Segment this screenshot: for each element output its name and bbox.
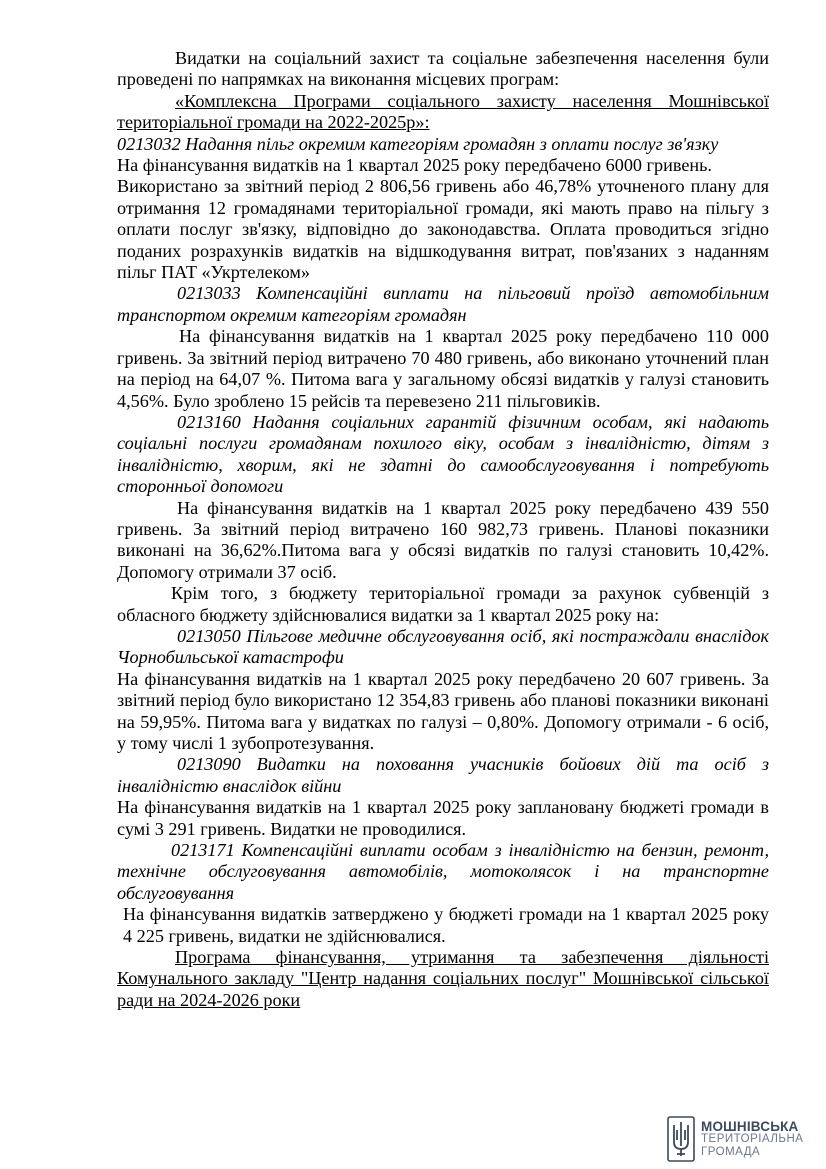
code-0213032-text-1: На фінансування видатків на 1 квартал 2025 року передбачено 6000 гривень.	[117, 133, 773, 176]
logo-line-2: ТЕРИТОРІАЛЬНА	[701, 1132, 804, 1145]
code-0213032-title: 0213032 Надання пільг окремим категоріям громадян з оплати послуг зв'язку	[117, 133, 719, 154]
program-title-2: Програма фінансування, утримання та забезпечення діяльності Комунального закладу "Центр надання соціальних послуг" Мошнівської сільської ради на 2024-2026 роки	[117, 947, 769, 1010]
program-title-1: «Комплексна Програми соціального захисту населення Мошнівської територіальної громади на 2022-2025р»:	[117, 90, 769, 133]
code-0213090-title: 0213090 Видатки на поховання учасників бойових дій та осіб з інвалідністю внаслідок війни	[117, 754, 769, 796]
code-0213050-title: 0213050 Пільгове медичне обслуговування осіб, які постраждали внаслідок Чорнобильської катастрофи	[117, 625, 769, 668]
subvention-paragraph: Крім того, з бюджету територіальної громади за рахунок субвенцій з обласного бюджету здійснювалися видатки за 1 квартал 2025 року на:	[117, 583, 769, 625]
intro-paragraph: Видатки на соціальний захист та соціальне забезпечення населення були проведені по напрямках на виконання місцевих програм:	[117, 48, 769, 90]
logo-text	[701, 1120, 803, 1159]
code-0213160-title: 0213160 Надання соціальних гарантій фізичним особам, які надають соціальні послуги громадянам похилого віку, особам з інвалідністю, дітям з інвалідністю, хворим, які не здатні до самообслуговування і потребують сторонньої допомоги	[117, 411, 769, 497]
code-0213033-title: 0213033 Компенсаційні виплати на пільговий проїзд автомобільним транспортом окремим категоріям громадян	[117, 283, 769, 325]
document-body	[117, 48, 773, 1011]
code-0213050-text: На фінансування видатків на 1 квартал 2025 року передбачено 20 607 гривень. За звітний період було використано 12 354,83 гривень або планові показники виконані на 59,95%. Питома вага у видатках по галузі – 0,80%. Допомогу отримали - 6 осіб, у тому числі 1 зубопротезування.	[117, 668, 769, 753]
code-0213171-title: 0213171 Компенсаційні виплати особам з інвалідністю на бензин, ремонт, технічне обслуговування автомобілів, мотоколясок і на транспортне обслуговування	[117, 840, 769, 903]
code-0213171-text: На фінансування видатків затверджено у бюджеті громади на 1 квартал 2025 року 4 225 гривень, видатки не здійснювалися.	[123, 904, 769, 946]
logo-line-1: МОШНІВСЬКА	[701, 1118, 799, 1134]
logo-line-3: ГРОМАДА	[701, 1145, 761, 1158]
code-0213032-text-2: Використано за звітний період 2 806,56 гривень або 46,78% уточненого плану для отримання 12 громадянами територіальної громади, які мають право на пільгу з оплати послуг зв'язку, відповідно до законодавства. Оплата проводиться згідно поданих розрахунків видатків на відшкодування витрат, пов'язаних з наданням пільг ПАТ «Укртелеком»	[117, 176, 769, 283]
trident-icon	[667, 1116, 695, 1162]
code-0213033-text: На фінансування видатків на 1 квартал 2025 року передбачено 110 000 гривень. За звітний період витрачено 70 480 гривень, або виконано уточнений план на період на 64,07 %. Питома вага у загальному обсязі видатків у галузі становить 4,56%. Було зроблено 15 рейсів та перевезено 211 пільговиків.	[117, 326, 769, 411]
community-logo	[667, 1114, 807, 1164]
code-0213160-text: На фінансування видатків на 1 квартал 2025 року передбачено 439 550 гривень. За звітний період витрачено 160 982,73 гривень. Планові показники виконані на 36,62%.Питома вага у обсязі видатків по галузі становить 10,42%. Допомогу отримали 37 осіб.	[117, 497, 769, 582]
code-0213090-text: На фінансування видатків на 1 квартал 2025 року заплановану бюджеті громади в сумі 3 291 гривень. Видатки не проводилися.	[117, 797, 769, 839]
